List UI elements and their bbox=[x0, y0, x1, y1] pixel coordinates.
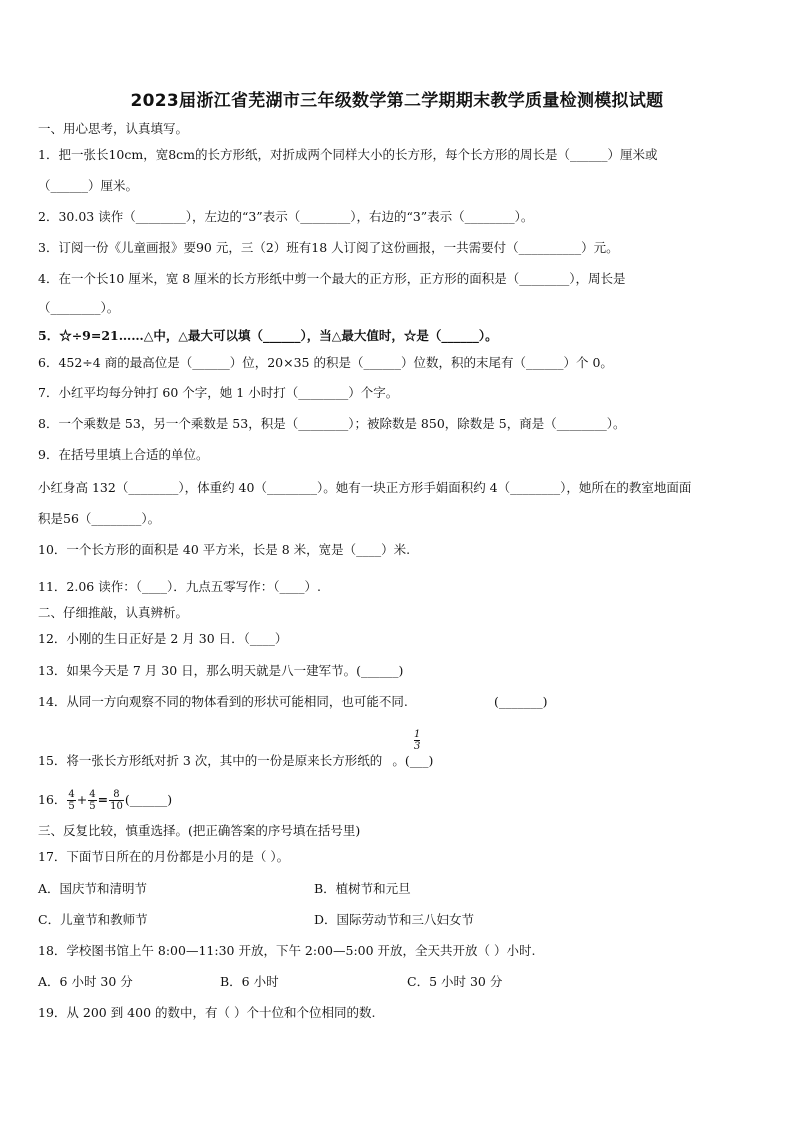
question-4-line-2: （________）。 bbox=[38, 300, 120, 315]
question-5: 5．☆÷9=21……△中，△最大可以填（______），当△最大值时，☆是（______）。 bbox=[38, 328, 498, 343]
question-8: 8．一个乘数是 53，另一个乘数是 53，积是（________）；被除数是 850，除数是 5，商是（________）。 bbox=[38, 416, 626, 431]
question-17-option-c: C．儿童节和教师节 bbox=[38, 912, 148, 927]
question-12: 12．小刚的生日正好是 2 月 30 日．（____） bbox=[38, 631, 288, 646]
question-17-option-d: D．国际劳动节和三八妇女节 bbox=[314, 912, 475, 927]
question-2: 2．30.03 读作（________），左边的“3”表示（________），右边的“3”表示（________）。 bbox=[38, 209, 534, 224]
question-7: 7．小红平均每分钟打 60 个字，她 1 小时打（________）个字。 bbox=[38, 385, 399, 400]
question-15-answer-blank: 。(___) bbox=[392, 753, 434, 768]
question-15 bbox=[38, 752, 763, 770]
equals-sign: = bbox=[97, 792, 109, 807]
question-9: 9．在括号里填上合适的单位。 bbox=[38, 447, 209, 462]
question-17: 17．下面节日所在的月份都是小月的是（ ）。 bbox=[38, 849, 290, 864]
fraction-numerator: 8 bbox=[109, 789, 124, 801]
question-17-option-a: A．国庆节和清明节 bbox=[38, 881, 148, 896]
fraction-numerator: 1 bbox=[414, 729, 421, 740]
question-15-fraction bbox=[414, 729, 420, 752]
question-10: 10．一个长方形的面积是 40 平方米，长是 8 米，宽是（____）米. bbox=[38, 542, 411, 557]
section-heading-2: 二、仔细推敲，认真辨析。 bbox=[38, 605, 189, 620]
question-16-answer-blank: (______) bbox=[124, 792, 173, 807]
fraction-denominator: 5 bbox=[89, 801, 96, 812]
page-title: 2023届浙江省芜湖市三年级数学第二学期期末教学质量检测模拟试题 bbox=[130, 91, 664, 111]
fraction-numerator: 4 bbox=[89, 789, 96, 800]
question-16-label: 16． bbox=[38, 792, 67, 807]
fraction-8-10 bbox=[109, 789, 124, 812]
question-19: 19．从 200 到 400 的数中，有（ ）个十位和个位相同的数. bbox=[38, 1005, 376, 1020]
question-9-line-1: 小红身高 132（________），体重约 40（________）。她有一块正方形手娟面积约 4（________），她所在的教室地面面 bbox=[38, 480, 692, 495]
question-3: 3．订阅一份《儿童画报》要90 元，三（2）班有18 人订阅了这份画报，一共需要付（__________）元。 bbox=[38, 240, 619, 255]
fraction-4-5-a bbox=[67, 789, 75, 812]
question-9-line-2: 积是56（________）。 bbox=[38, 511, 161, 526]
question-16 bbox=[38, 787, 763, 813]
fraction-denominator: 10 bbox=[110, 801, 123, 812]
question-18-option-a: A．6 小时 30 分 bbox=[38, 974, 133, 989]
question-15-text: 15．将一张长方形纸对折 3 次，其中的一份是原来长方形纸的 bbox=[38, 753, 383, 768]
section-heading-1: 一、用心思考，认真填写。 bbox=[38, 121, 189, 136]
fraction-denominator: 3 bbox=[414, 741, 421, 752]
question-17-option-b: B．植树节和元旦 bbox=[314, 881, 411, 896]
question-14-answer-blank: (_______) bbox=[494, 694, 548, 709]
question-18-option-c: C．5 小时 30 分 bbox=[407, 974, 503, 989]
question-18: 18．学校图书馆上午 8:00—11:30 开放，下午 2:00—5:00 开放，全天共开放（ ）小时. bbox=[38, 943, 536, 958]
question-14-text: 14．从同一方向观察不同的物体看到的形状可能相同，也可能不同. bbox=[38, 694, 408, 709]
question-14 bbox=[38, 693, 763, 711]
question-1-line-1: 1．把一张长10cm，宽8cm的长方形纸，对折成两个同样大小的长方形，每个长方形的周长是（______）厘米或 bbox=[38, 147, 658, 162]
plus-sign: + bbox=[76, 792, 88, 807]
fraction-4-5-b bbox=[88, 789, 96, 812]
question-18-option-b: B．6 小时 bbox=[220, 974, 279, 989]
question-1-line-2: （______）厘米。 bbox=[38, 178, 139, 193]
section-heading-3: 三、反复比较，慎重选择。(把正确答案的序号填在括号里) bbox=[38, 823, 361, 838]
question-11: 11．2.06 读作：（____）．九点五零写作：（____）. bbox=[38, 579, 321, 594]
fraction-numerator: 4 bbox=[68, 789, 75, 800]
question-4-line-1: 4．在一个长10 厘米，宽 8 厘米的长方形纸中剪一个最大的正方形，正方形的面积是（________），周长是 bbox=[38, 271, 626, 286]
question-6: 6．452÷4 商的最高位是（______）位，20×35 的积是（______）位数，积的末尾有（______）个 0。 bbox=[38, 355, 613, 370]
fraction-denominator: 5 bbox=[68, 801, 75, 812]
question-13: 13．如果今天是 7 月 30 日，那么明天就是八一建军节。(______) bbox=[38, 663, 404, 678]
